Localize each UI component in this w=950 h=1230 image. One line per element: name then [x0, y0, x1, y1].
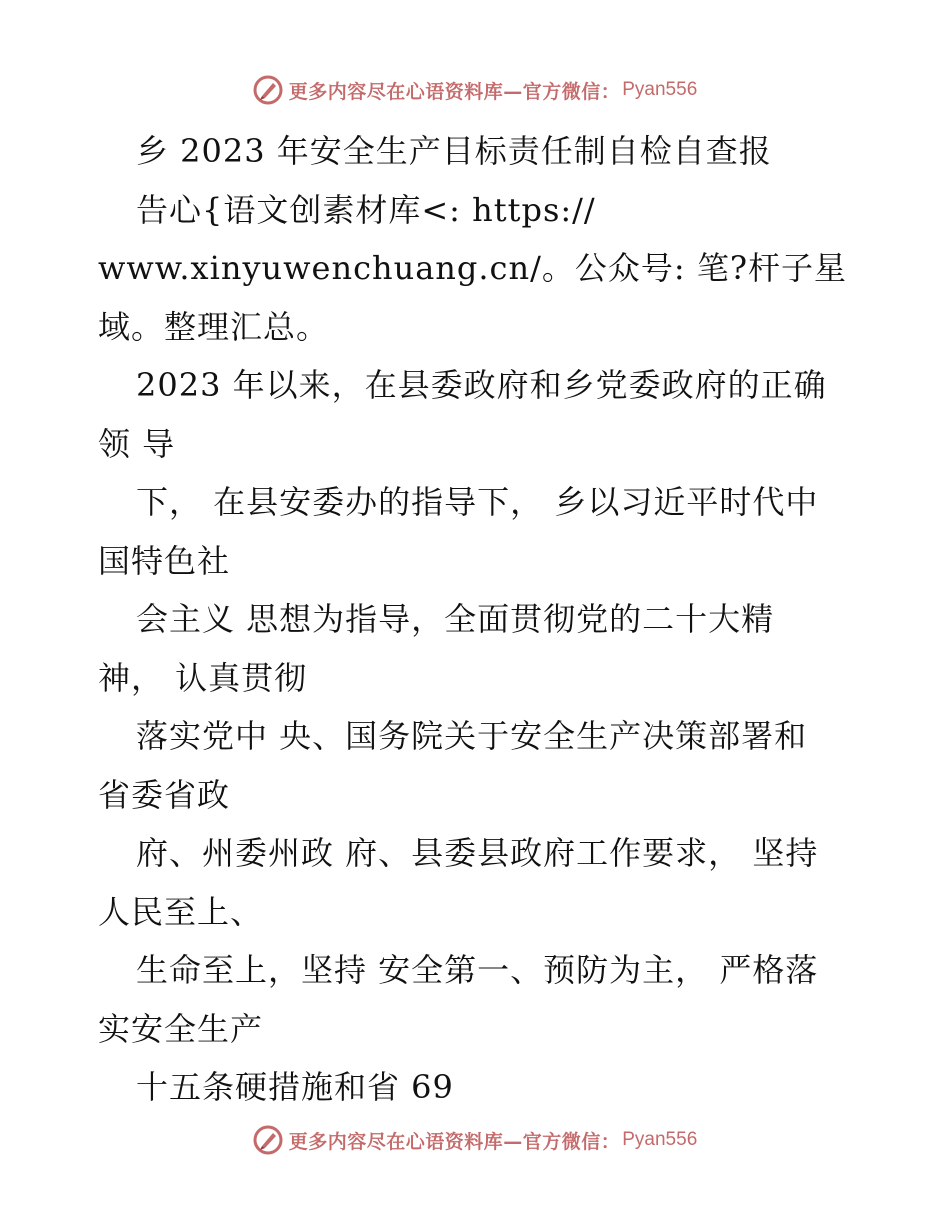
text-line: 神， 认真贯彻	[98, 658, 308, 697]
text-line: 人民至上、	[98, 892, 264, 931]
text-line: 告心{语文创素材库<: https://	[136, 190, 596, 229]
text-line: 十五条硬措施和省 69	[136, 1068, 454, 1106]
text-line: 省委省政	[98, 775, 231, 814]
text-line: 会主义 思想为指导，全面贯彻党的二十大精	[136, 600, 775, 638]
pen-logo-icon	[253, 75, 283, 105]
text-line: www.xinyuwenchuang.cn/。公众号: 笔?杆子星	[98, 249, 847, 287]
text-line: 府、州委州政 府、县委县政府工作要求， 坚持	[136, 834, 819, 872]
text-line: 落实党中 央、国务院关于安全生产决策部署和	[136, 717, 808, 755]
footer-banner-handle: Pyan556	[622, 1129, 698, 1150]
header-banner-handle: Pyan556	[622, 79, 698, 100]
text-line: 域。整理汇总。	[98, 307, 330, 346]
text-line: 下， 在县安委办的指导下， 乡以习近平时代中	[136, 483, 819, 521]
text-line: 国特色社	[98, 541, 231, 580]
document-body	[98, 122, 858, 1117]
text-line: 实安全生产	[98, 1009, 264, 1048]
text-line: 生命至上，坚持 安全第一、预防为主， 严格落	[136, 951, 819, 989]
footer-banner	[0, 1120, 950, 1160]
header-banner	[0, 70, 950, 110]
text-line: 领 导	[98, 424, 176, 463]
footer-banner-text: 更多内容尽在心语资料库—官方微信：	[288, 1130, 621, 1153]
pen-logo-icon	[253, 1125, 283, 1155]
text-line: 乡 2023 年安全生产目标责任制自检自查报	[136, 132, 772, 170]
text-line: 2023 年以来，在县委政府和乡党委政府的正确	[136, 366, 827, 404]
header-banner-text: 更多内容尽在心语资料库—官方微信：	[288, 80, 621, 103]
